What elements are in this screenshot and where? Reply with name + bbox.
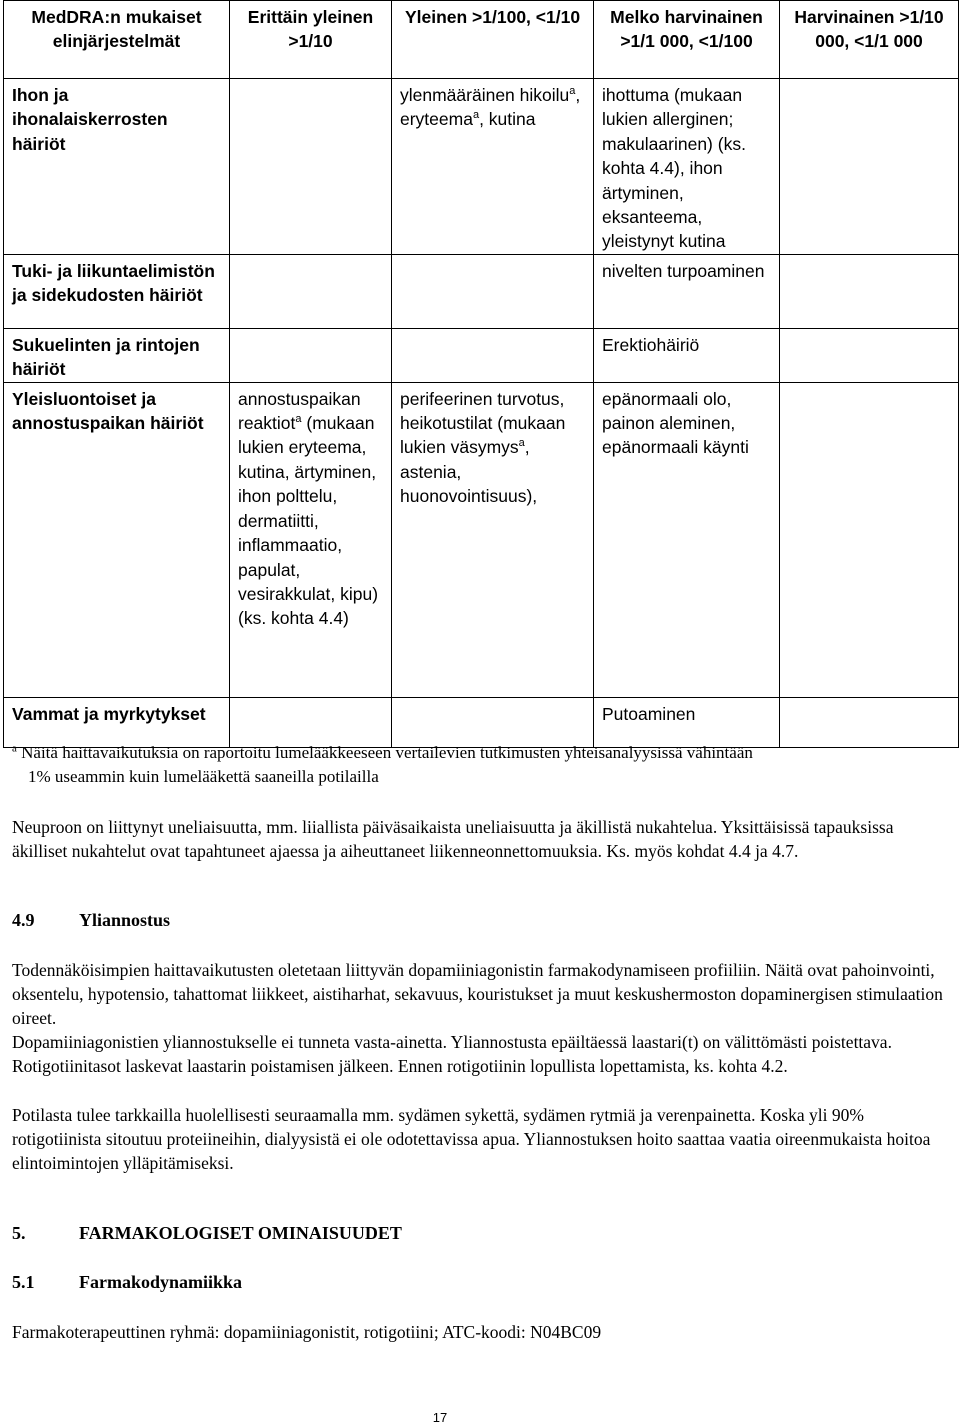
heading-5 bbox=[12, 1223, 402, 1244]
header-common: Yleinen >1/100, <1/10 bbox=[392, 1, 594, 79]
row-repro-rare bbox=[780, 328, 959, 382]
row-repro-uncommon: Erektiohäiriö bbox=[594, 328, 780, 382]
row-general-common bbox=[392, 382, 594, 697]
footnote-marker: a bbox=[12, 742, 17, 755]
page-number: 17 bbox=[432, 1410, 448, 1425]
row-general-uncommon: epänormaali olo, painon aleminen, epänormaali käynti bbox=[594, 382, 780, 697]
row-musculo-very-common bbox=[230, 254, 392, 328]
general-common-text1: perifeerinen turvotus, heikotustilat (mukaan lukien väsymys bbox=[400, 388, 566, 458]
paragraph-overdose-symptoms: Todennäköisimpien haittavaikutusten oletetaan liittyvän dopamiiniagonistin farmakodynamiseen profiiliin. Näitä ovat pahoinvointi, oksentelu, hypotensio, tahattomat liikkeet, aistiharhat, sekavuus, kouristukset ja muut keskushermoston dopaminergisen stimulaation oireet. bbox=[12, 960, 943, 1028]
footnote-ref: a bbox=[569, 85, 576, 98]
row-injury-uncommon: Putoaminen bbox=[594, 697, 780, 747]
table-row bbox=[4, 328, 959, 382]
paragraph-somnolence: Neuproon on liittynyt uneliaisuutta, mm. liiallista päiväsaikaista uneliaisuutta ja äkillistä nukahtelua. Yksittäisissä tapauksissa äkilliset nukahtelut ovat tapahtuneet ajaessa ja aiheuttaneet liikenneonnettomuuksia. Ks. myös kohdat 4.4 ja 4.7. bbox=[12, 817, 894, 861]
paragraph-atc: Farmakoterapeuttinen ryhmä: dopamiiniagonistit, rotigotiini; ATC-koodi: N04BC09 bbox=[12, 1322, 602, 1342]
table-row bbox=[4, 697, 959, 747]
heading-4-9-number: 4.9 bbox=[12, 910, 35, 930]
heading-5-title: FARMAKOLOGISET OMINAISUUDET bbox=[79, 1223, 402, 1243]
row-injury-common bbox=[392, 697, 594, 747]
general-vc-text1: annostuspaikan reaktiot bbox=[238, 388, 361, 434]
row-injury-system: Vammat ja myrkytykset bbox=[4, 697, 230, 747]
footnote-ref: a bbox=[518, 437, 525, 450]
footnote-line-1: Näitä haittavaikutuksia on raportoitu lumelääkkeeseen vertailevien tutkimusten yhteisanalyysissä vähintään bbox=[16, 743, 753, 762]
row-general-system: Yleisluontoiset ja annostuspaikan häiriöt bbox=[4, 382, 230, 697]
general-common-text2: , astenia, huonovointisuus), bbox=[400, 437, 538, 507]
table-row bbox=[4, 382, 959, 697]
footnote-ref: a bbox=[472, 109, 480, 122]
row-skin-rare bbox=[780, 79, 959, 255]
skin-common-text3: , kutina bbox=[479, 109, 536, 130]
row-injury-rare bbox=[780, 697, 959, 747]
row-skin-system: Ihon ja ihonalaiskerrosten häiriöt bbox=[4, 79, 230, 255]
general-vc-text2: (mukaan lukien eryteema, kutina, ärtyminen, ihon polttelu, dermatiitti, inflammaatio, papulat, vesirakkulat, kipu) (ks. kohta 4.4) bbox=[238, 413, 379, 629]
paragraph-antidote: Dopamiiniagonistien yliannostukselle ei tunneta vasta-ainetta. Yliannostusta epäiltäessä laastari(t) on välittömästi poistettava. Rotigotiinitasot laskevat laastarin poistamisen jälkeen. Ennen rotigotiinin lopullista lopettamista, ks. kohta 4.2. bbox=[12, 1032, 892, 1076]
row-repro-system: Sukuelinten ja rintojen häiriöt bbox=[4, 328, 230, 382]
header-uncommon: Melko harvinainen >1/1 000, <1/100 bbox=[594, 1, 780, 79]
table-header-row bbox=[4, 1, 959, 79]
row-musculo-system: Tuki- ja liikuntaelimistön ja sidekudosten häiriöt bbox=[4, 254, 230, 328]
row-skin-uncommon: ihottuma (mukaan lukien allerginen; makulaarinen) (ks. kohta 4.4), ihon ärtyminen, eksanteema, yleistynyt kutina bbox=[594, 79, 780, 255]
row-musculo-uncommon: nivelten turpoaminen bbox=[594, 254, 780, 328]
row-musculo-common bbox=[392, 254, 594, 328]
footnote-ref: a bbox=[295, 413, 302, 426]
heading-5-1 bbox=[12, 1272, 242, 1293]
row-general-very-common bbox=[230, 382, 392, 697]
row-injury-very-common bbox=[230, 697, 392, 747]
row-repro-common bbox=[392, 328, 594, 382]
table-footnote bbox=[12, 741, 952, 789]
row-repro-very-common bbox=[230, 328, 392, 382]
heading-4-9 bbox=[12, 910, 170, 931]
row-general-rare bbox=[780, 382, 959, 697]
table-row bbox=[4, 254, 959, 328]
header-system: MedDRA:n mukaiset elinjärjestelmät bbox=[4, 1, 230, 79]
row-skin-common bbox=[392, 79, 594, 255]
heading-5-number: 5. bbox=[12, 1223, 26, 1243]
adverse-reactions-table bbox=[3, 0, 959, 748]
skin-common-text1: ylenmääräinen hikoilu bbox=[400, 85, 570, 105]
heading-4-9-title: Yliannostus bbox=[79, 910, 171, 930]
heading-5-1-title: Farmakodynamiikka bbox=[79, 1272, 243, 1292]
footnote-line-2: 1% useammin kuin lumelääkettä saaneilla potilailla bbox=[28, 767, 379, 786]
row-musculo-rare bbox=[780, 254, 959, 328]
header-very-common: Erittäin yleinen >1/10 bbox=[230, 1, 392, 79]
table-row bbox=[4, 79, 959, 255]
row-skin-very-common bbox=[230, 79, 392, 255]
skin-common-text2: , eryteema bbox=[400, 85, 581, 130]
header-rare: Harvinainen >1/10 000, <1/1 000 bbox=[780, 1, 959, 79]
paragraph-monitoring: Potilasta tulee tarkkailla huolellisesti seuraamalla mm. sydämen sykettä, sydämen rytmiä ja verenpainetta. Koska yli 90% rotigotiinista sitoutuu proteiineihin, dialyysistä ei ole odotettavissa apua. Yliannostuksen hoito saattaa vaatia oireenmukaista hoitoa elintoimintojen ylläpitämiseksi. bbox=[12, 1105, 931, 1173]
heading-5-1-number: 5.1 bbox=[12, 1272, 35, 1292]
